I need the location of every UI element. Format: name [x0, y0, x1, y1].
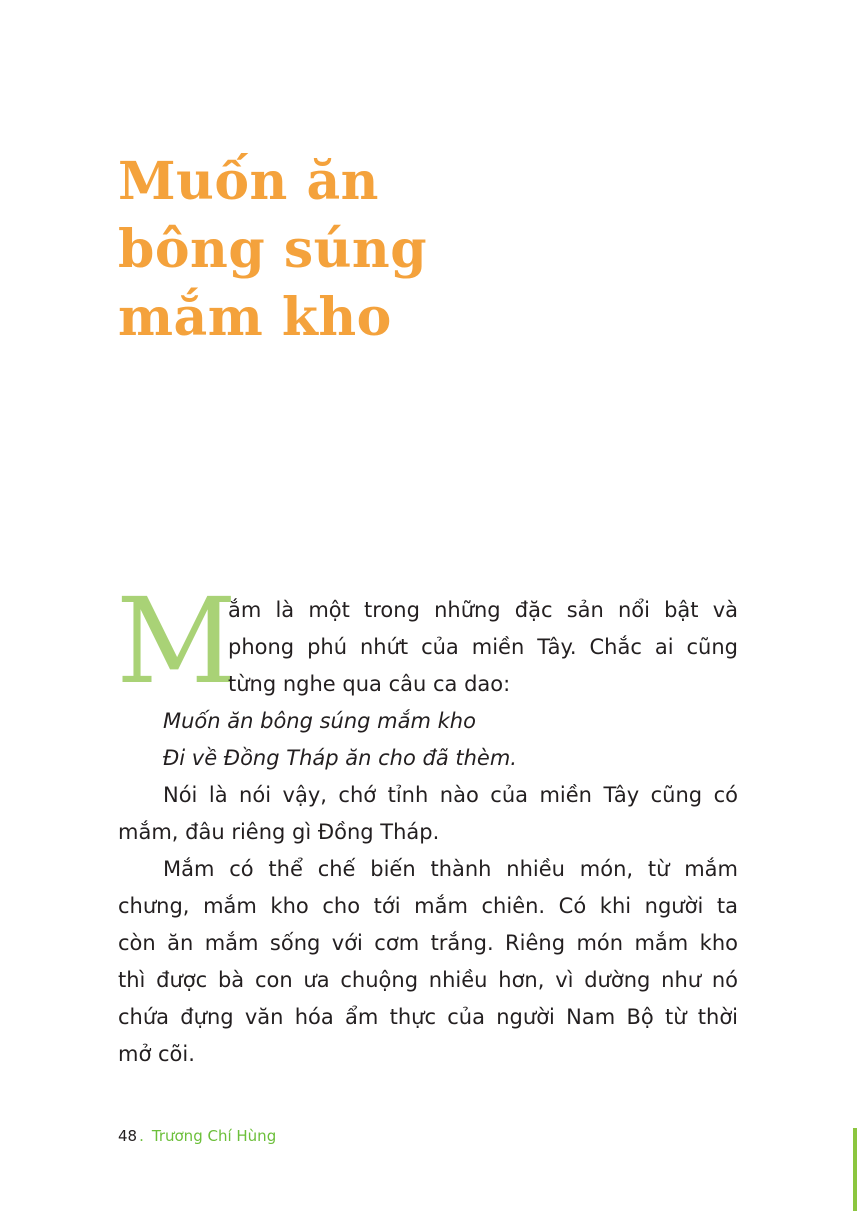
- paragraph-line: còn ăn mắm sống với cơm trắng. Riêng món mắm kho: [118, 931, 738, 955]
- chapter-title-line: mắm kho: [118, 287, 392, 348]
- paragraph-line: Nói là nói vậy, chớ tỉnh nào của miền Tây cũng có: [163, 783, 738, 807]
- paragraph-line: Mắm có thể chế biến thành nhiều món, từ mắm: [163, 857, 738, 881]
- author-name: Trương Chí Hùng: [151, 1127, 277, 1145]
- paragraph-line: chứa đựng văn hóa ẩm thực của người Nam Bộ từ thời: [118, 1005, 738, 1029]
- paragraph-line: ắm là một trong những đặc sản nổi bật và: [228, 598, 738, 622]
- page-edge-accent: [853, 1128, 857, 1211]
- paragraph-line: chưng, mắm kho cho tới mắm chiên. Có khi người ta: [118, 894, 738, 918]
- body-text: [118, 592, 738, 1073]
- paragraph-line: phong phú nhứt của miền Tây. Chắc ai cũng: [228, 635, 738, 659]
- chapter-title-line: Muốn ăn: [118, 151, 379, 212]
- page-footer: [118, 1125, 276, 1147]
- paragraph-line: thì được bà con ưa chuộng nhiều hơn, vì dường như nó: [118, 968, 738, 992]
- chapter-title: [118, 148, 427, 352]
- page-number: 48: [118, 1127, 138, 1145]
- chapter-title-line: bông súng: [118, 219, 428, 280]
- paragraph-line: mở cõi.: [118, 1042, 195, 1066]
- paragraph-line: từng nghe qua câu ca dao:: [228, 672, 511, 696]
- drop-cap: M: [116, 572, 237, 710]
- footer-separator: .: [139, 1127, 144, 1145]
- verse-line: Đi về Đồng Tháp ăn cho đã thèm.: [163, 746, 517, 770]
- verse-line: Muốn ăn bông súng mắm kho: [163, 709, 476, 733]
- paragraph-line: mắm, đâu riêng gì Đồng Tháp.: [118, 820, 440, 844]
